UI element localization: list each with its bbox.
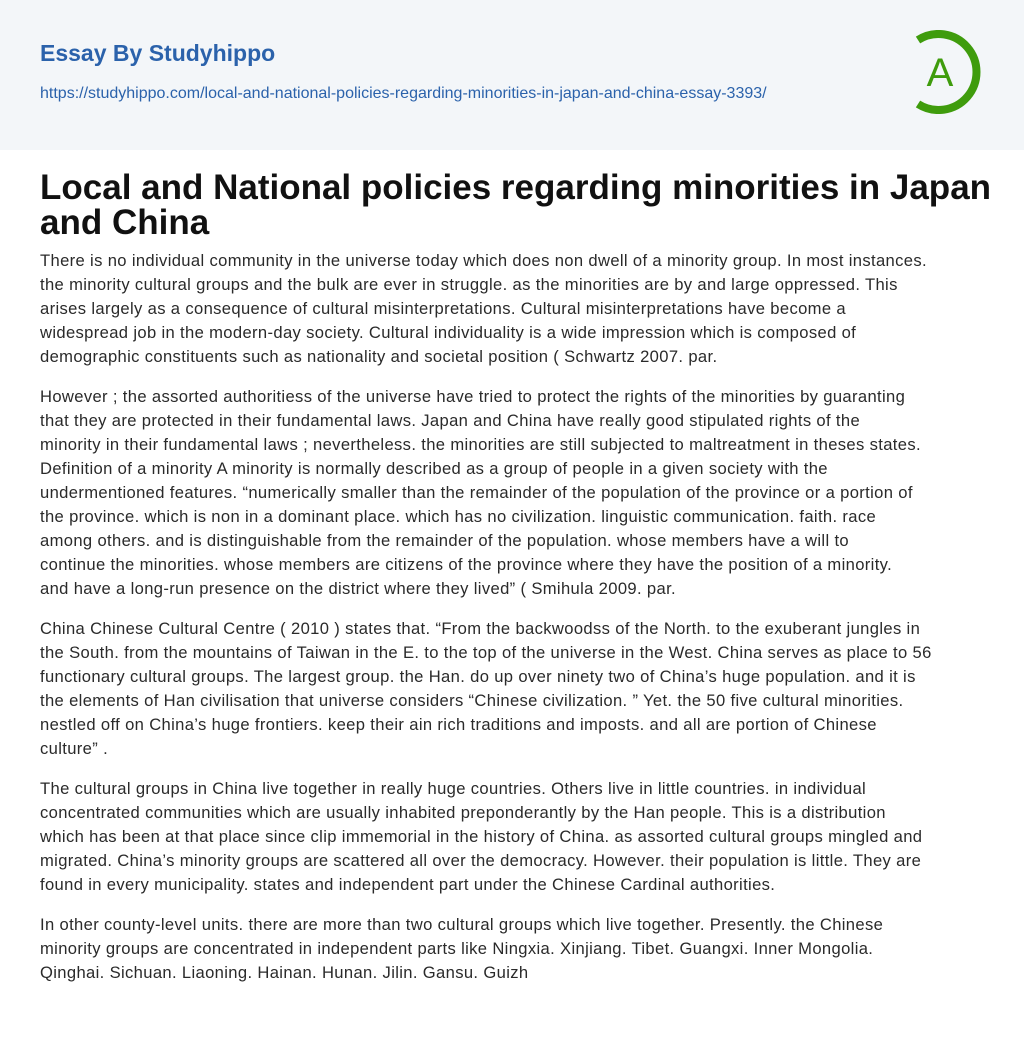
essay-paragraph	[40, 617, 1000, 761]
essay-title: Local and National policies regarding minorities in Japan and China	[40, 168, 992, 242]
paragraph-line: functionary cultural groups. The largest group. the Han. do up over ninety two of China’s huge population. and it is	[40, 667, 916, 686]
paragraph-line: minority groups are concentrated in independent parts like Ningxia. Xinjiang. Tibet. Guangxi. Inner Mongolia.	[40, 939, 874, 958]
paragraph-line: minority in their fundamental laws ; nevertheless. the minorities are still subjected to maltreatment in theses states.	[40, 435, 921, 454]
paragraph-line: concentrated communities which are usually inhabited preponderantly by the Han people. This is a distribution	[40, 803, 886, 822]
studyhippo-logo-icon[interactable]	[896, 30, 984, 114]
paragraph-line: Qinghai. Sichuan. Liaoning. Hainan. Hunan. Jilin. Gansu. Guizh	[40, 963, 529, 982]
essay-paragraph	[40, 913, 1000, 985]
essay-paragraph	[40, 777, 1000, 897]
paragraph-line: that they are protected in their fundamental laws. Japan and China have really good stipulated rights of the	[40, 411, 861, 430]
paragraph-line: The cultural groups in China live together in really huge countries. Others live in little countries. in individual	[40, 779, 867, 798]
paragraph-line: and have a long-run presence on the district where they lived” ( Smihula 2009. par.	[40, 579, 676, 598]
paragraph-line: undermentioned features. “numerically smaller than the remainder of the population of the province or a portion of	[40, 483, 913, 502]
paragraph-line: the province. which is non in a dominant place. which has no civilization. linguistic communication. faith. race	[40, 507, 877, 526]
paragraph-line: found in every municipality. states and independent part under the Chinese Cardinal authorities.	[40, 875, 776, 894]
paragraph-line: demographic constituents such as nationality and societal position ( Schwartz 2007. par.	[40, 347, 718, 366]
logo-letter: A	[926, 51, 954, 95]
paragraph-line: the South. from the mountains of Taiwan in the E. to the top of the universe in the West. China serves as place to 56	[40, 643, 932, 662]
paragraph-line: arises largely as a consequence of cultural misinterpretations. Cultural misinterpretations have become a	[40, 299, 846, 318]
paragraph-line: among others. and is distinguishable from the remainder of the population. whose members have a will to	[40, 531, 850, 550]
site-header	[0, 0, 1024, 150]
paragraph-line: China Chinese Cultural Centre ( 2010 ) states that. “From the backwoodss of the North. to the exuberant jungles in	[40, 619, 921, 638]
paragraph-line: which has been at that place since clip immemorial in the history of China. as assorted cultural groups mingled and	[40, 827, 923, 846]
paragraph-line: There is no individual community in the universe today which does non dwell of a minority group. In most instances.	[40, 251, 927, 270]
paragraph-line: However ; the assorted authoritiess of the universe have tried to protect the rights of the minorities by guaranting	[40, 387, 906, 406]
paragraph-line: nestled off on China’s huge frontiers. keep their ain rich traditions and imposts. and all are portion of Chinese	[40, 715, 877, 734]
paragraph-line: the elements of Han civilisation that universe considers “Chinese civilization. ” Yet. the 50 five cultural minorities.	[40, 691, 904, 710]
brand-title: Essay By Studyhippo	[40, 40, 276, 66]
essay-paragraph	[40, 249, 1000, 369]
paragraph-line: widespread job in the modern-day society. Cultural individuality is a wide impression which is composed of	[40, 323, 857, 342]
paragraph-line: Definition of a minority A minority is normally described as a group of people in a given society with the	[40, 459, 828, 478]
paragraph-line: the minority cultural groups and the bulk are ever in struggle. as the minorities are by and large oppressed. This	[40, 275, 898, 294]
paragraph-line: In other county-level units. there are more than two cultural groups which live together. Presently. the Chinese	[40, 915, 884, 934]
essay-paragraph	[40, 385, 1000, 601]
paragraph-line: culture” .	[40, 739, 109, 758]
paragraph-line: migrated. China’s minority groups are scattered all over the democracy. However. their population is little. They are	[40, 851, 922, 870]
essay-url-link[interactable]: https://studyhippo.com/local-and-national-policies-regarding-minorities-in-japan-and-china-essay-3393/	[40, 85, 767, 102]
essay-body	[40, 249, 1000, 1001]
paragraph-line: continue the minorities. whose members are citizens of the province where they have the position of a minority.	[40, 555, 893, 574]
